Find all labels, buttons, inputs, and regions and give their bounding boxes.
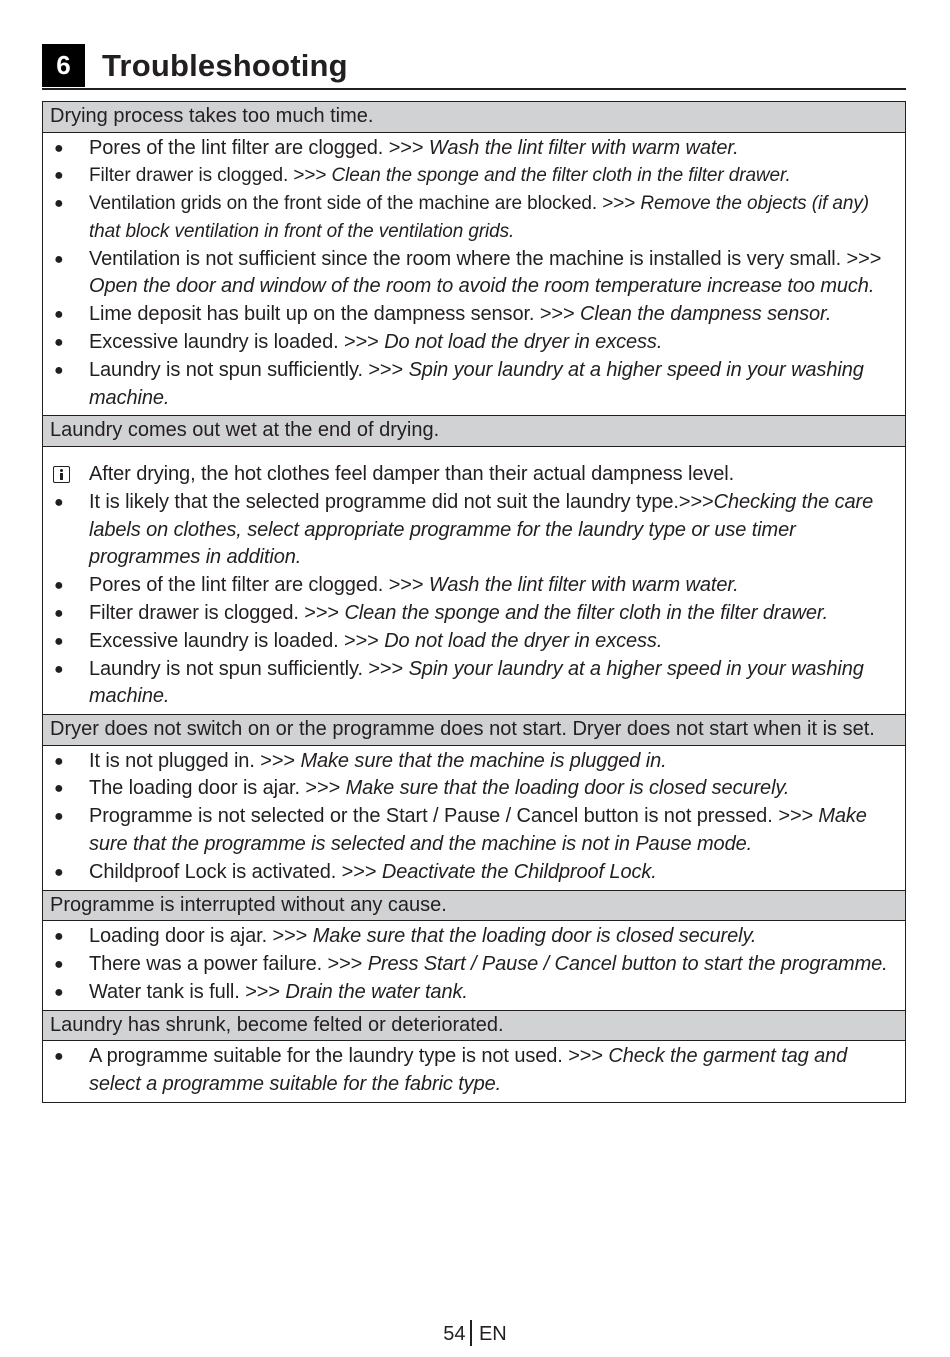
- cause-text: Laundry is not spun sufficiently. >>>: [89, 657, 409, 680]
- list-item: [50, 803, 897, 859]
- list-item: [50, 628, 897, 656]
- cause-text: Childproof Lock is activated. >>>: [89, 860, 382, 883]
- problem-heading: Laundry comes out wet at the end of drying.: [43, 415, 905, 446]
- cause-text: Ventilation grids on the front side of the machine are blocked. >>>: [89, 193, 641, 215]
- page-number: 54: [443, 1323, 466, 1345]
- problem-heading: Drying process takes too much time.: [43, 101, 905, 132]
- solution-text: Clean the dampness sensor.: [580, 303, 832, 326]
- list-item: [50, 357, 897, 413]
- cause-text: Ventilation is not sufficient since the room where the machine is installed is very small. >>>: [89, 247, 882, 270]
- cause-text: There was a power failure. >>>: [89, 952, 368, 975]
- cause-text: A programme suitable for the laundry type is not used. >>>: [89, 1045, 609, 1068]
- solution-text: Wash the lint filter with warm water.: [428, 574, 739, 597]
- solution-text: Spin your laundry at a higher speed in your washing machine.: [89, 358, 864, 409]
- solution-text: Wash the lint filter with warm water.: [428, 136, 739, 159]
- solution-text: Do not load the dryer in excess.: [384, 331, 663, 354]
- cause-text: Excessive laundry is loaded. >>>: [89, 629, 385, 652]
- cause-text: Lime deposit has built up on the dampness sensor. >>>: [89, 303, 581, 326]
- cause-text: Filter drawer is clogged. >>>: [89, 165, 332, 187]
- info-icon: [53, 466, 70, 483]
- solution-text: Make sure that the loading door is closed securely.: [312, 925, 757, 948]
- solution-text: Clean the sponge and the filter cloth in the filter drawer.: [331, 165, 791, 187]
- solution-text: Checking the care labels on clothes, select appropriate programme for the laundry type or use timer programmes in addition.: [89, 490, 874, 569]
- list-item: [50, 489, 897, 572]
- cause-text: It is not plugged in. >>>: [89, 749, 301, 772]
- info-note: [50, 461, 897, 489]
- solution-text: Clean the sponge and the filter cloth in the filter drawer.: [344, 601, 829, 624]
- problem-solutions: [43, 1040, 905, 1102]
- troubleshooting-table: [42, 101, 906, 1103]
- solution-text: Do not load the dryer in excess.: [384, 629, 663, 652]
- info-text: After drying, the hot clothes feel damper than their actual dampness level.: [89, 462, 735, 485]
- list-item: [50, 979, 897, 1007]
- cause-text: It is likely that the selected programme did not suit the laundry type.>>>: [89, 490, 714, 513]
- section-header: [42, 44, 906, 90]
- bullet-dot-icon: ●: [54, 493, 64, 511]
- solution-text: Check the garment tag and select a programme suitable for the fabric type.: [89, 1045, 848, 1095]
- list-item: [50, 923, 897, 951]
- cause-text: Filter drawer is clogged. >>>: [89, 601, 345, 624]
- solution-text: Remove the objects (if any) that block ventilation in front of the ventilation grids.: [89, 193, 869, 242]
- bullet-dot-icon: ●: [54, 752, 64, 770]
- list-item: [50, 748, 897, 776]
- bullet-dot-icon: ●: [54, 780, 64, 798]
- list-item: [50, 301, 897, 329]
- list-item: [50, 1043, 897, 1099]
- solution-text: Make sure that the machine is plugged in.: [300, 749, 667, 772]
- bullet-dot-icon: ●: [54, 632, 64, 650]
- bullet-dot-icon: ●: [54, 808, 64, 826]
- problem-heading: Laundry has shrunk, become felted or deteriorated.: [43, 1010, 905, 1041]
- list-item: [50, 246, 897, 302]
- bullet-dot-icon: ●: [54, 195, 64, 213]
- problem-solutions: [43, 920, 905, 1009]
- bullet-dot-icon: ●: [54, 250, 64, 268]
- list-item: [50, 775, 897, 803]
- solution-text: Open the door and window of the room to avoid the room temperature increase too much.: [89, 275, 875, 298]
- problem-heading: Dryer does not switch on or the programme does not start. Dryer does not start when it is set.: [43, 714, 905, 745]
- cause-text: Laundry is not spun sufficiently. >>>: [89, 358, 409, 381]
- bullet-dot-icon: ●: [54, 660, 64, 678]
- list-item: [50, 329, 897, 357]
- bullet-dot-icon: ●: [54, 928, 64, 946]
- bullet-dot-icon: ●: [54, 167, 64, 185]
- bullet-dot-icon: ●: [54, 577, 64, 595]
- cause-text: The loading door is ajar. >>>: [89, 777, 346, 800]
- solution-text: Spin your laundry at a higher speed in your washing machine.: [89, 657, 864, 708]
- cause-text: Programme is not selected or the Start / Pause / Cancel button is not pressed.: [89, 805, 779, 828]
- section-title: Troubleshooting: [102, 48, 348, 83]
- solution-text: Press Start / Pause / Cancel button to start the programme.: [367, 952, 888, 975]
- list-item: [50, 656, 897, 712]
- list-item: [50, 951, 897, 979]
- list-item: [50, 859, 897, 887]
- bullet-dot-icon: ●: [54, 863, 64, 881]
- problem-solutions: [43, 446, 905, 714]
- solution-text: Make sure that the loading door is closed securely.: [345, 777, 790, 800]
- page-footer: [0, 1320, 950, 1348]
- list-item: [50, 572, 897, 600]
- bullet-dot-icon: ●: [54, 334, 64, 352]
- bullet-dot-icon: ●: [54, 604, 64, 622]
- bullet-dot-icon: ●: [54, 139, 64, 157]
- solution-text: Drain the water tank.: [285, 980, 468, 1003]
- language-code: EN: [478, 1323, 507, 1345]
- bullet-dot-icon: ●: [54, 1048, 64, 1066]
- footer-divider: [470, 1320, 472, 1346]
- section-number: 6: [42, 44, 85, 87]
- solution-text: Deactivate the Childproof Lock.: [381, 860, 657, 883]
- list-item: [50, 162, 897, 190]
- bullet-dot-icon: ●: [54, 955, 64, 973]
- list-item: [50, 190, 897, 246]
- cause-text: Loading door is ajar. >>>: [89, 925, 313, 948]
- cause-text: Pores of the lint filter are clogged. >>>: [89, 574, 429, 597]
- bullet-dot-icon: ●: [54, 361, 64, 379]
- cause-text: Excessive laundry is loaded. >>>: [89, 331, 385, 354]
- list-item: [50, 135, 897, 163]
- solution-text: >>> Make sure that the programme is selected and the machine is not in Pause mode.: [89, 805, 867, 856]
- bullet-dot-icon: ●: [54, 983, 64, 1001]
- problem-heading: Programme is interrupted without any cause.: [43, 890, 905, 921]
- problem-solutions: [43, 132, 905, 416]
- bullet-dot-icon: ●: [54, 306, 64, 324]
- cause-text: Water tank is full. >>>: [89, 980, 286, 1003]
- list-item: [50, 600, 897, 628]
- cause-text: Pores of the lint filter are clogged. >>>: [89, 136, 429, 159]
- problem-solutions: [43, 745, 905, 890]
